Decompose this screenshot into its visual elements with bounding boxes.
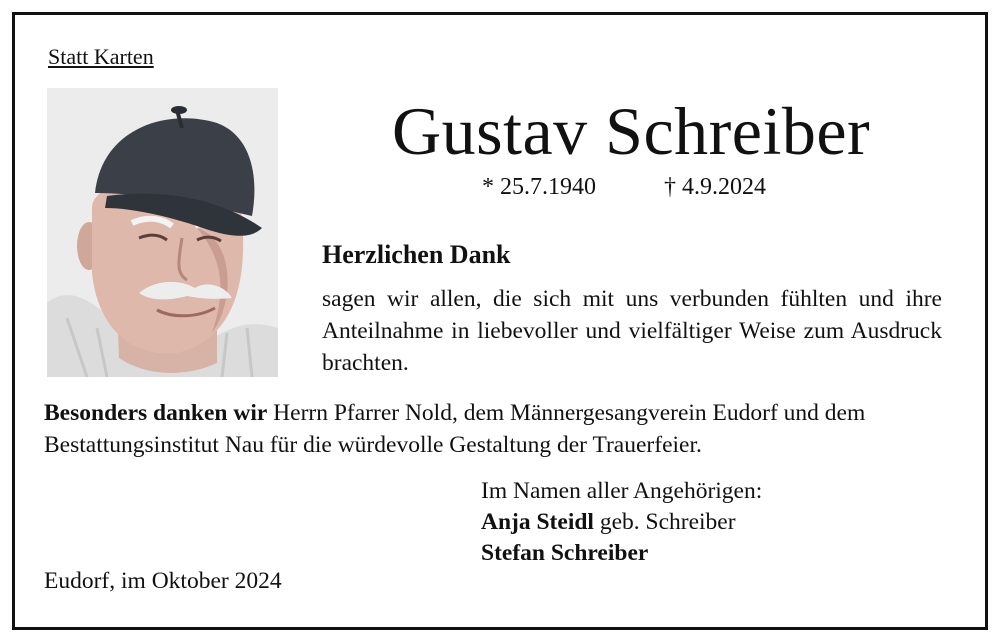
signer-1 xyxy=(481,507,762,538)
header-label: Statt Karten xyxy=(48,44,154,69)
portrait-illustration xyxy=(47,88,278,377)
deceased-name: Gustav Schreiber xyxy=(392,93,871,169)
birth-date: * 25.7.1940 xyxy=(482,174,596,200)
special-thanks-lead: Besonders danken wir xyxy=(44,400,268,426)
special-thanks-text: Herrn Pfarrer Nold, dem Männergesangverein Eudorf und dem Bestattungsinstitut Nau für die würdevolle Gestaltung der Trauerfeier. xyxy=(44,400,866,458)
special-thanks xyxy=(44,397,944,461)
signoff-intro: Im Namen aller Angehörigen: xyxy=(481,478,763,504)
death-date: † 4.9.2024 xyxy=(664,174,766,200)
signer-2 xyxy=(481,538,762,569)
signer-1-suffix: geb. Schreiber xyxy=(593,509,736,535)
signer-2-name: Stefan Schreiber xyxy=(481,540,649,566)
signer-1-name: Anja Steidl xyxy=(481,509,594,535)
portrait-photo xyxy=(47,88,278,377)
place-date: Eudorf, im Oktober 2024 xyxy=(44,568,282,594)
signoff xyxy=(481,476,762,569)
thanks-body: sagen wir allen, die sich mit uns verbunden fühlten und ihre Anteilnahme in liebevoller und vielfältiger Weise zum Ausdruck brachten. xyxy=(322,286,942,376)
thanks-heading: Herzlichen Dank xyxy=(322,240,511,269)
